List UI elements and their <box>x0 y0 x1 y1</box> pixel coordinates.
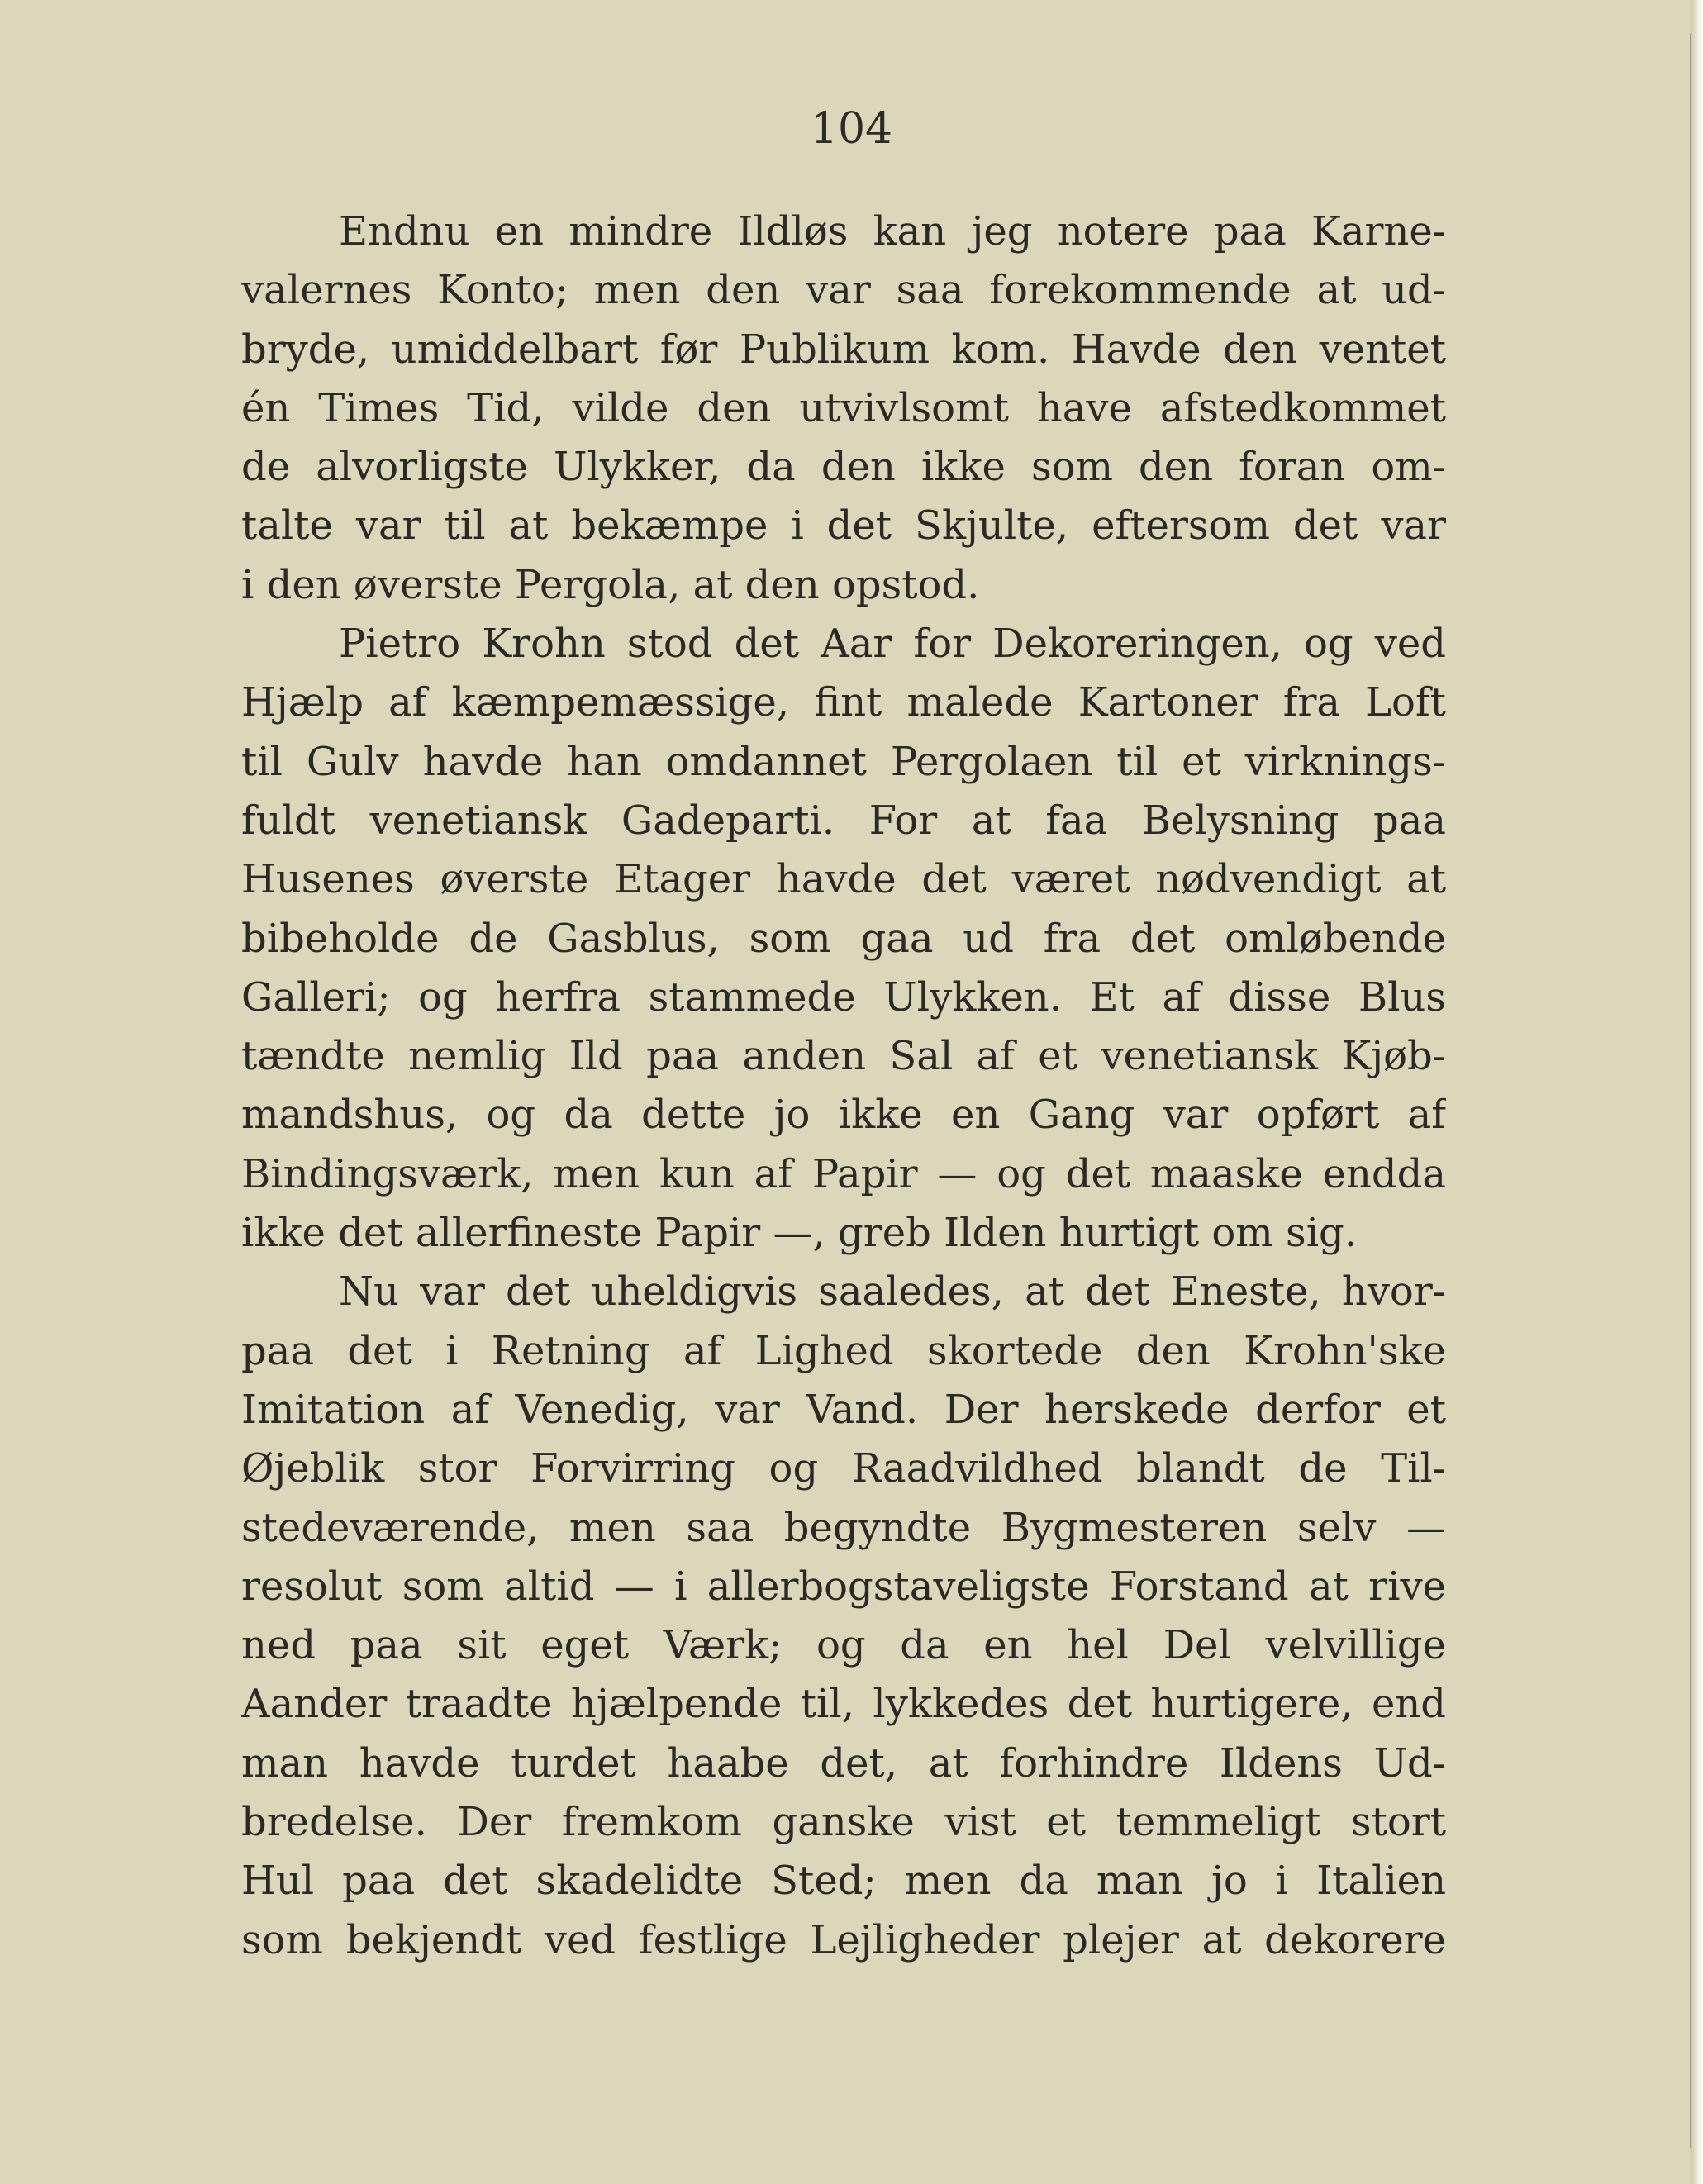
text-line: Endnu en mindre Ildløs kan jeg notere paa Karne- <box>339 208 1446 255</box>
text-line: mandshus, og da dette jo ikke en Gang var opført af <box>241 1092 1446 1139</box>
text-line: som bekjendt ved festlige Lejligheder plejer at dekorere <box>241 1916 1446 1963</box>
text-line: én Times Tid, vilde den utvivlsomt have afstedkommet <box>241 384 1446 431</box>
text-line: Imitation af Venedig, var Vand. Der herskede derfor et <box>241 1386 1446 1433</box>
text-line: Hul paa det skadelidte Sted; men da man jo i Italien <box>241 1858 1446 1905</box>
text-line: man havde turdet haabe det, at forhindre Ildens Ud- <box>241 1739 1446 1787</box>
text-line: Øjeblik stor Forvirring og Raadvildhed blandt de Til- <box>241 1445 1446 1492</box>
page-number: 104 <box>810 104 893 154</box>
body-text <box>241 202 1446 1970</box>
text-line: Bindingsværk, men kun af Papir — og det maaske endda <box>241 1150 1446 1197</box>
text-line: ned paa sit eget Værk; og da en hel Del velvillige <box>241 1622 1446 1669</box>
text-line: resolut som altid — i allerbogstaveligste Forstand at rive <box>241 1563 1446 1610</box>
text-line: Galleri; og herfra stammede Ulykken. Et af disse Blus <box>241 973 1446 1021</box>
text-line: bredelse. Der fremkom ganske vist et temmeligt stort <box>241 1799 1446 1846</box>
text-line: Hjælp af kæmpemæssige, fint malede Kartoner fra Loft <box>241 679 1446 726</box>
text-line: Aander traadte hjælpende til, lykkedes det hurtigere, end <box>241 1681 1446 1728</box>
page-edge <box>1691 0 1703 2184</box>
text-line: Pietro Krohn stod det Aar for Dekoreringen, og ved <box>339 621 1446 668</box>
text-line: valernes Konto; men den var saa forekommende at ud- <box>241 267 1446 314</box>
text-line: de alvorligste Ulykker, da den ikke som den foran om- <box>241 444 1446 491</box>
text-line: til Gulv havde han omdannet Pergolaen til et virknings- <box>241 738 1446 785</box>
text-line: bryde, umiddelbart før Publikum kom. Havde den ventet <box>241 326 1446 373</box>
text-line: talte var til at bekæmpe i det Skjulte, eftersom det var <box>241 502 1446 550</box>
text-line: stedeværende, men saa begyndte Bygmesteren selv — <box>241 1504 1446 1551</box>
text-line: Husenes øverste Etager havde det været nødvendigt at <box>241 856 1446 903</box>
text-line: ikke det allerfineste Papir —, greb Ilden hurtigt om sig. <box>241 1210 1358 1257</box>
text-line: fuldt venetiansk Gadeparti. For at faa Belysning paa <box>241 797 1446 844</box>
text-line: Nu var det uheldigvis saaledes, at det Eneste, hvor- <box>339 1268 1446 1316</box>
text-line: paa det i Retning af Lighed skortede den Krohn'ske <box>241 1327 1446 1374</box>
text-line: tændte nemlig Ild paa anden Sal af et venetiansk Kjøb- <box>241 1033 1446 1080</box>
text-line: bibeholde de Gasblus, som gaa ud fra det omløbende <box>241 915 1446 962</box>
text-line: i den øverste Pergola, at den opstod. <box>241 561 980 608</box>
